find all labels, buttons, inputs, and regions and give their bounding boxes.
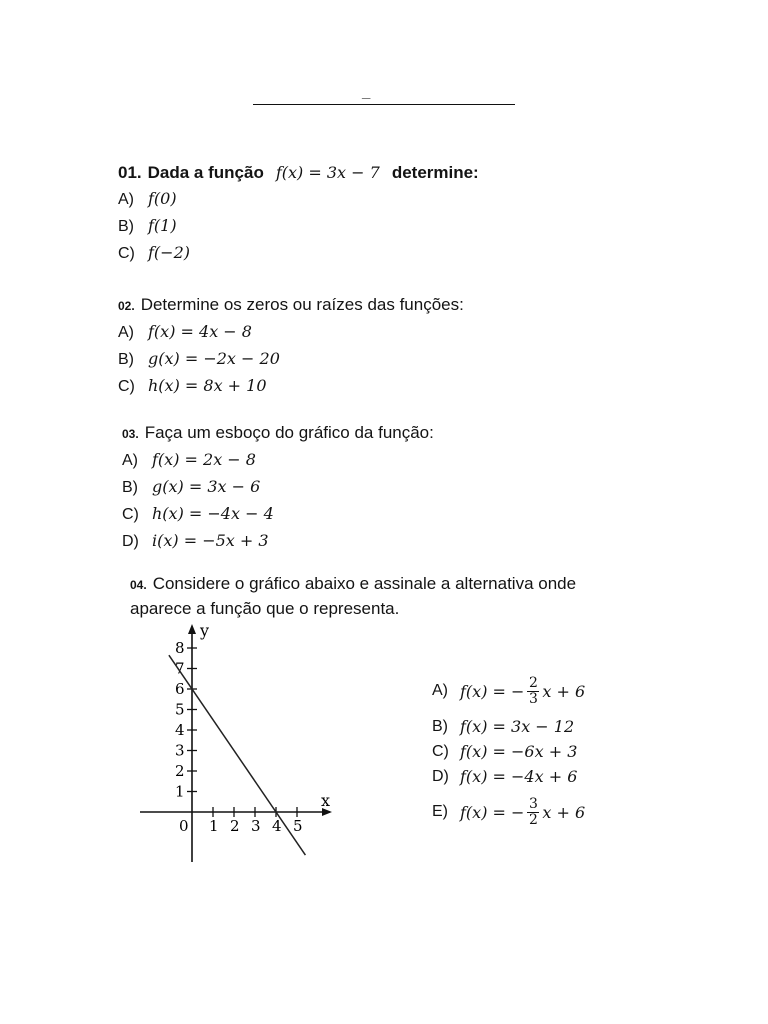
option-c-expression: f(x) = −6x + 3 <box>460 742 578 761</box>
question-1 <box>118 160 479 267</box>
question-2-number: 02. <box>118 299 135 313</box>
question-1-item-b <box>118 213 479 240</box>
question-2-item-c <box>118 373 464 400</box>
item-expression: i(x) = −5x + 3 <box>152 531 269 550</box>
option-c <box>432 739 585 764</box>
item-label: A) <box>122 452 138 469</box>
question-3-item-a <box>122 447 434 474</box>
question-2-item-b <box>118 346 464 373</box>
item-label: D) <box>122 533 139 550</box>
item-expression: f(x) = 2x − 8 <box>152 450 256 469</box>
question-3-item-c <box>122 501 434 528</box>
y-tick-label: 5 <box>175 700 185 719</box>
question-4-prompt-line1: Considere o gráfico abaixo e assinale a alternativa onde <box>152 574 577 593</box>
item-expression: f(x) = 4x − 8 <box>148 322 252 341</box>
option-e-fraction <box>527 797 539 828</box>
item-label: C) <box>118 378 135 395</box>
x-tick-label: 2 <box>230 817 240 835</box>
question-4 <box>130 572 650 620</box>
question-1-prompt-start: Dada a função <box>147 163 264 182</box>
option-e <box>432 789 585 835</box>
origin-label: 0 <box>179 817 189 835</box>
question-1-prompt-end: determine: <box>391 163 479 182</box>
question-3-item-d <box>122 528 434 555</box>
header-underline <box>253 104 515 105</box>
item-expression: f(1) <box>148 216 177 235</box>
item-label: A) <box>118 191 134 208</box>
option-a-fraction <box>527 676 539 707</box>
question-3-number: 03. <box>122 427 139 441</box>
y-tick-label: 3 <box>175 741 185 760</box>
item-label: B) <box>122 479 138 496</box>
question-2-item-a <box>118 319 464 346</box>
item-expression: h(x) = 8x + 10 <box>148 376 267 395</box>
answer-options <box>432 668 585 835</box>
option-e-numerator: 3 <box>528 795 538 812</box>
item-label: C) <box>118 245 135 262</box>
option-b-label: B) <box>432 717 448 735</box>
item-expression: g(x) = 3x − 6 <box>152 477 261 496</box>
y-tick-label: 8 <box>175 639 185 657</box>
item-label: A) <box>118 324 134 341</box>
x-axis-label: x <box>321 791 331 810</box>
option-a <box>432 668 585 714</box>
option-d-label: D) <box>432 767 449 785</box>
item-label: C) <box>122 506 139 523</box>
option-e-lhs: f(x) = − <box>460 802 525 822</box>
item-expression: h(x) = −4x − 4 <box>152 504 274 523</box>
option-e-label: E) <box>432 803 448 820</box>
option-a-lhs: f(x) = − <box>460 681 525 701</box>
option-a-rhs: x + 6 <box>542 681 586 701</box>
x-tick-label: 5 <box>293 817 303 835</box>
option-c-label: C) <box>432 742 449 760</box>
question-1-formula: f(x) = 3x − 7 <box>275 163 380 182</box>
option-d <box>432 764 585 789</box>
option-b <box>432 714 585 739</box>
y-tick-label: 4 <box>175 721 185 739</box>
x-tick-label: 1 <box>209 817 219 835</box>
question-2 <box>118 292 464 400</box>
y-tick-label: 1 <box>175 782 185 801</box>
option-e-rhs: x + 6 <box>542 802 586 822</box>
item-label: B) <box>118 351 134 368</box>
option-e-expression <box>460 797 585 828</box>
option-b-expression: f(x) = 3x − 12 <box>460 717 575 736</box>
item-label: B) <box>118 218 134 235</box>
option-a-numerator: 2 <box>528 674 538 691</box>
y-axis-label: y <box>200 621 210 640</box>
question-1-item-a <box>118 186 479 213</box>
item-expression: f(−2) <box>148 243 190 262</box>
option-e-denominator: 2 <box>528 811 538 828</box>
x-tick-label: 3 <box>251 817 261 835</box>
header-mark: _ <box>362 84 371 101</box>
y-tick-label: 2 <box>175 762 185 780</box>
x-tick-label: 4 <box>272 817 282 835</box>
item-expression: g(x) = −2x − 20 <box>148 349 280 368</box>
question-1-item-c <box>118 240 479 267</box>
question-4-prompt-line2: aparece a função que o representa. <box>130 599 400 618</box>
question-3-item-b <box>122 474 434 501</box>
y-axis-arrow <box>188 624 196 634</box>
question-3 <box>122 420 434 555</box>
question-4-number: 04. <box>130 578 147 592</box>
item-expression: f(0) <box>148 189 177 208</box>
function-graph <box>140 620 350 870</box>
y-tick-label: 6 <box>175 680 185 698</box>
question-1-number: 01. <box>118 163 142 182</box>
option-a-denominator: 3 <box>528 690 538 707</box>
question-2-prompt: Determine os zeros ou raízes das funções: <box>140 295 464 314</box>
question-3-prompt: Faça um esboço do gráfico da função: <box>144 423 434 442</box>
option-a-expression <box>460 676 585 707</box>
option-a-label: A) <box>432 682 448 699</box>
option-d-expression: f(x) = −4x + 6 <box>460 767 578 786</box>
y-tick-label: 7 <box>175 659 185 678</box>
